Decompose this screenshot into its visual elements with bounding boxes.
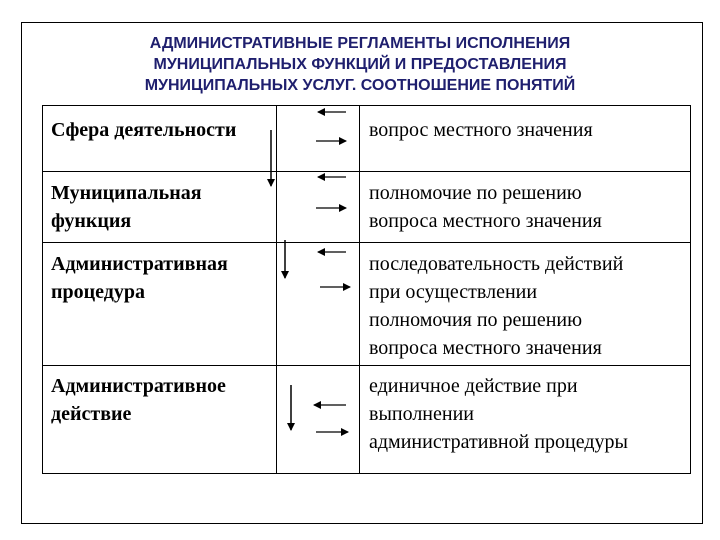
definition-admin-procedure: последовательность действий при осуществлении полномочия по решению вопроса местного значения: [369, 253, 624, 359]
title-line-1: АДМИНИСТРАТИВНЫЕ РЕГЛАМЕНТЫ ИСПОЛНЕНИЯ: [149, 35, 571, 52]
term-admin-procedure: Административная процедура: [51, 253, 228, 303]
definition-municipal-function: полномочие по решению вопроса местного значения: [369, 182, 602, 232]
term-sphere: Сфера деятельности: [51, 119, 237, 141]
definition-admin-action: единичное действие при выполнении административной процедуры: [369, 375, 628, 453]
term-admin-action: Административное действие: [51, 375, 226, 425]
term-municipal-function: Муниципальная функция: [51, 182, 202, 232]
definition-sphere: вопрос местного значения: [369, 119, 593, 141]
title-line-2: МУНИЦИПАЛЬНЫХ ФУНКЦИЙ И ПРЕДОСТАВЛЕНИЯ: [153, 56, 567, 73]
title-line-3: МУНИЦИПАЛЬНЫХ УСЛУГ. СООТНОШЕНИЕ ПОНЯТИЙ: [144, 77, 576, 94]
